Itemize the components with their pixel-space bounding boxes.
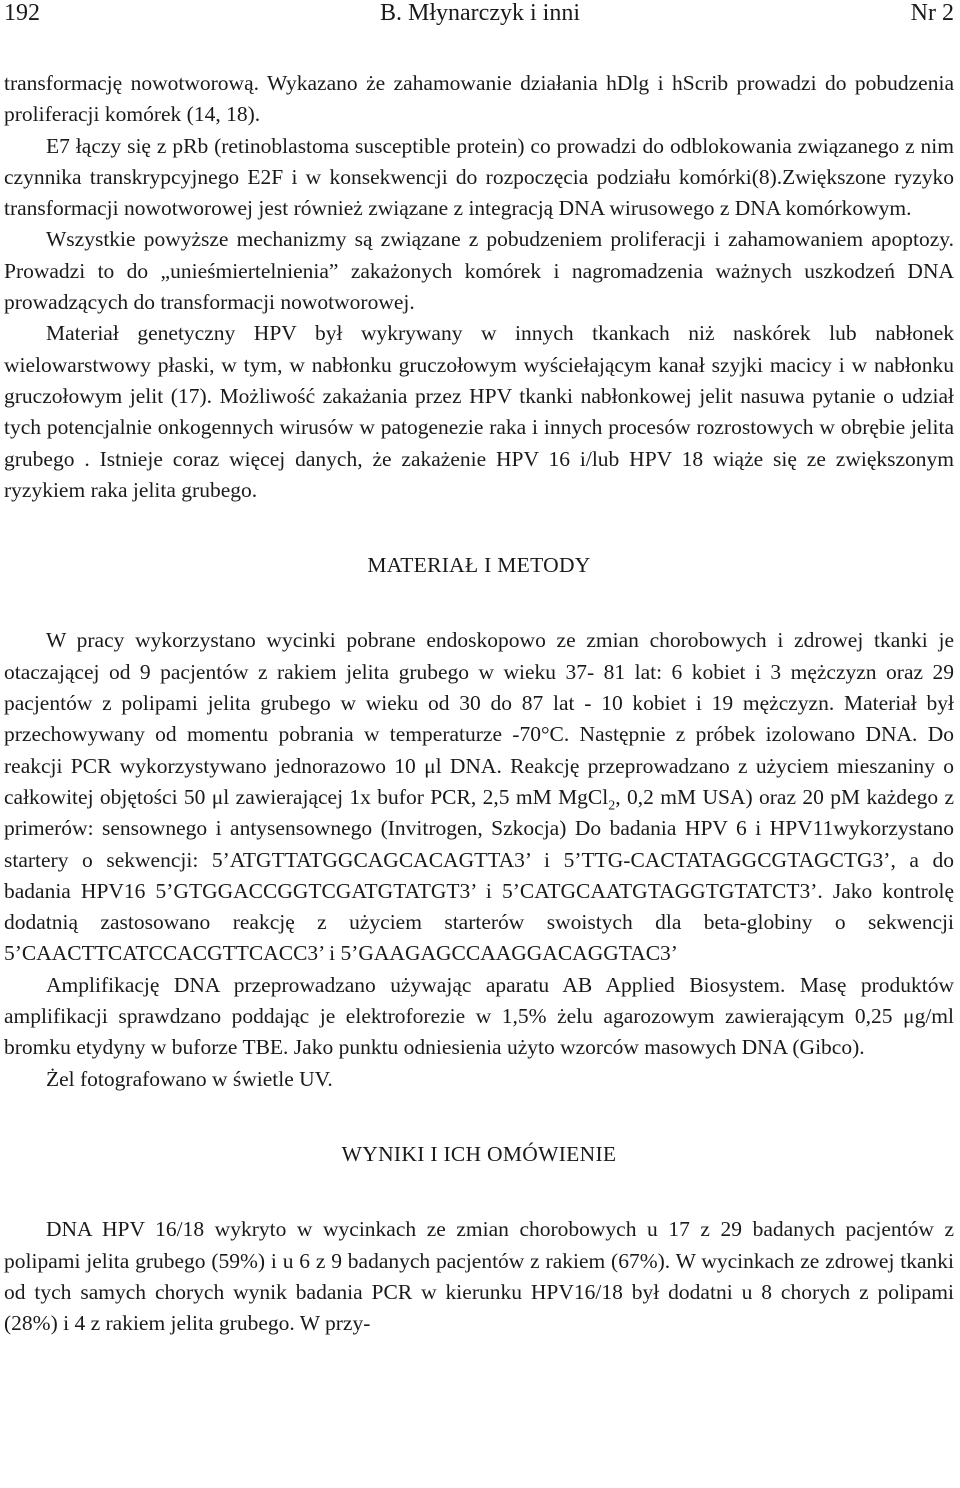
paragraph-text: W pracy wykorzystano wycinki pobrane endoskopowo ze zmian chorobowych i zdrowej tkanki je otaczającej od 9 pacjentów z rakiem jelita grubego w wieku 37- 81 lat: 6 kobiet i 3 mężczyzn oraz 29 pacjentów z polipami jelita grubego w wieku od 30 do 87 lat - 10 kobiet i 19 mężczyzn. Materiał był przechowywany od momentu pobrania w temperaturze -70°C. Następnie z próbek izolowano DNA. Do reakcji PCR wykorzystywano jednorazowo 10 μl DNA. Reakcję przeprowadzano z użyciem mieszaniny o całkowitej objętości 50 μl zawierającej 1x bufor PCR, 2,5 mM MgCl — [4, 628, 954, 809]
paragraph-text: , 0,2 mM USA) oraz 20 pM każdego z primerów: sensownego i antysensownego (Invitrogen, Szkocja) Do badania HPV 6 i HPV11wykorzystano startery o sekwencji: 5’ATGTTATGGCAGCACAGTTA3’ i 5’TTG-CACTATAGGCGTAGCTG3’, a do badania HPV16 5’GTGGACCGGTCGATGTATGT3’ i 5’CATGCAATGTAGGTGTATCT3’. Jako kontrolę dodatnią zastosowano reakcję z użyciem starterów swoistych dla beta-globiny o sekwencji 5’CAACTTCATCCACGTTCACC3’ i 5’GAAGAGCCAAGGACAGGTAC3’ — [4, 784, 954, 966]
section-heading-results: WYNIKI I ICH OMÓWIENIE — [341, 1141, 617, 1166]
page-number: 192 — [4, 0, 40, 26]
paragraph: transformację nowotworową. Wykazano że zahamowanie działania hDlg i hScrib prowadzi do pobudzenia proliferacji komórek (14, 18). — [4, 71, 954, 127]
running-header — [0, 0, 960, 30]
paragraph — [4, 625, 954, 969]
paragraph: E7 łączy się z pRb (retinoblastoma susceptible protein) co prowadzi do odblokowania związanego z nim czynnika transkrypcyjnego E2F i w konsekwencji do rozpoczęcia podziału komórki(8).Zwiększone ryzyko transformacji nowotworowej jest również związane z integracją DNA wirusowego z DNA komórkowym. — [4, 133, 954, 221]
issue-number: Nr 2 — [910, 0, 954, 26]
subscript: 2 — [608, 798, 616, 814]
running-authors: B. Młynarczyk i inni — [380, 0, 580, 26]
paragraph: Materiał genetyczny HPV był wykrywany w innych tkankach niż naskórek lub nabłonek wielowarstwowy płaski, w tym, w nabłonku gruczołowym wyściełającym kanał szyjki macicy i w nabłonku gruczołowym jelit (17). Możliwość zakażania przez HPV tkanki nabłonkowej jelit nasuwa pytanie o udział tych potencjalnie onkogennych wirusów w patogenezie raka i innych procesów rozrostowych w obrębie jelita grubego . Istnieje coraz więcej danych, że zakażenie HPV 16 i/lub HPV 18 wiąże się ze zwiększonym ryzykiem raka jelita grubego. — [4, 321, 954, 502]
paragraph: Wszystkie powyższe mechanizmy są związane z pobudzeniem proliferacji i zahamowaniem apoptozy. Prowadzi to do „unieśmiertelnienia” zakażonych komórek i nagromadzenia ważnych uszkodzeń DNA prowadzących do transformacji nowotworowej. — [4, 227, 954, 315]
paragraph: DNA HPV 16/18 wykryto w wycinkach ze zmian chorobowych u 17 z 29 badanych pacjentów z polipami jelita grubego (59%) i u 6 z 9 badanych pacjentów z rakiem (67%). W wycinkach ze zdrowej tkanki od tych samych chorych wynik badania PCR w kierunku HPV16/18 był dodatni u 8 chorych z polipami (28%) i 4 z rakiem jelita grubego. W przy- — [4, 1217, 954, 1336]
article-body — [4, 68, 954, 1339]
section-heading-methods: MATERIAŁ I METODY — [367, 553, 591, 578]
paragraph: Amplifikację DNA przeprowadzano używając aparatu AB Applied Biosystem. Masę produktów amplifikacji sprawdzano poddając je elektroforezie w 1,5% żelu agarozowym zawierającym 0,25 μg/ml bromku etydyny w buforze TBE. Jako punktu odniesienia użyto wzorców masowych DNA (Gibco). — [4, 972, 954, 1060]
paragraph: Żel fotografowano w świetle UV. — [46, 1066, 333, 1091]
